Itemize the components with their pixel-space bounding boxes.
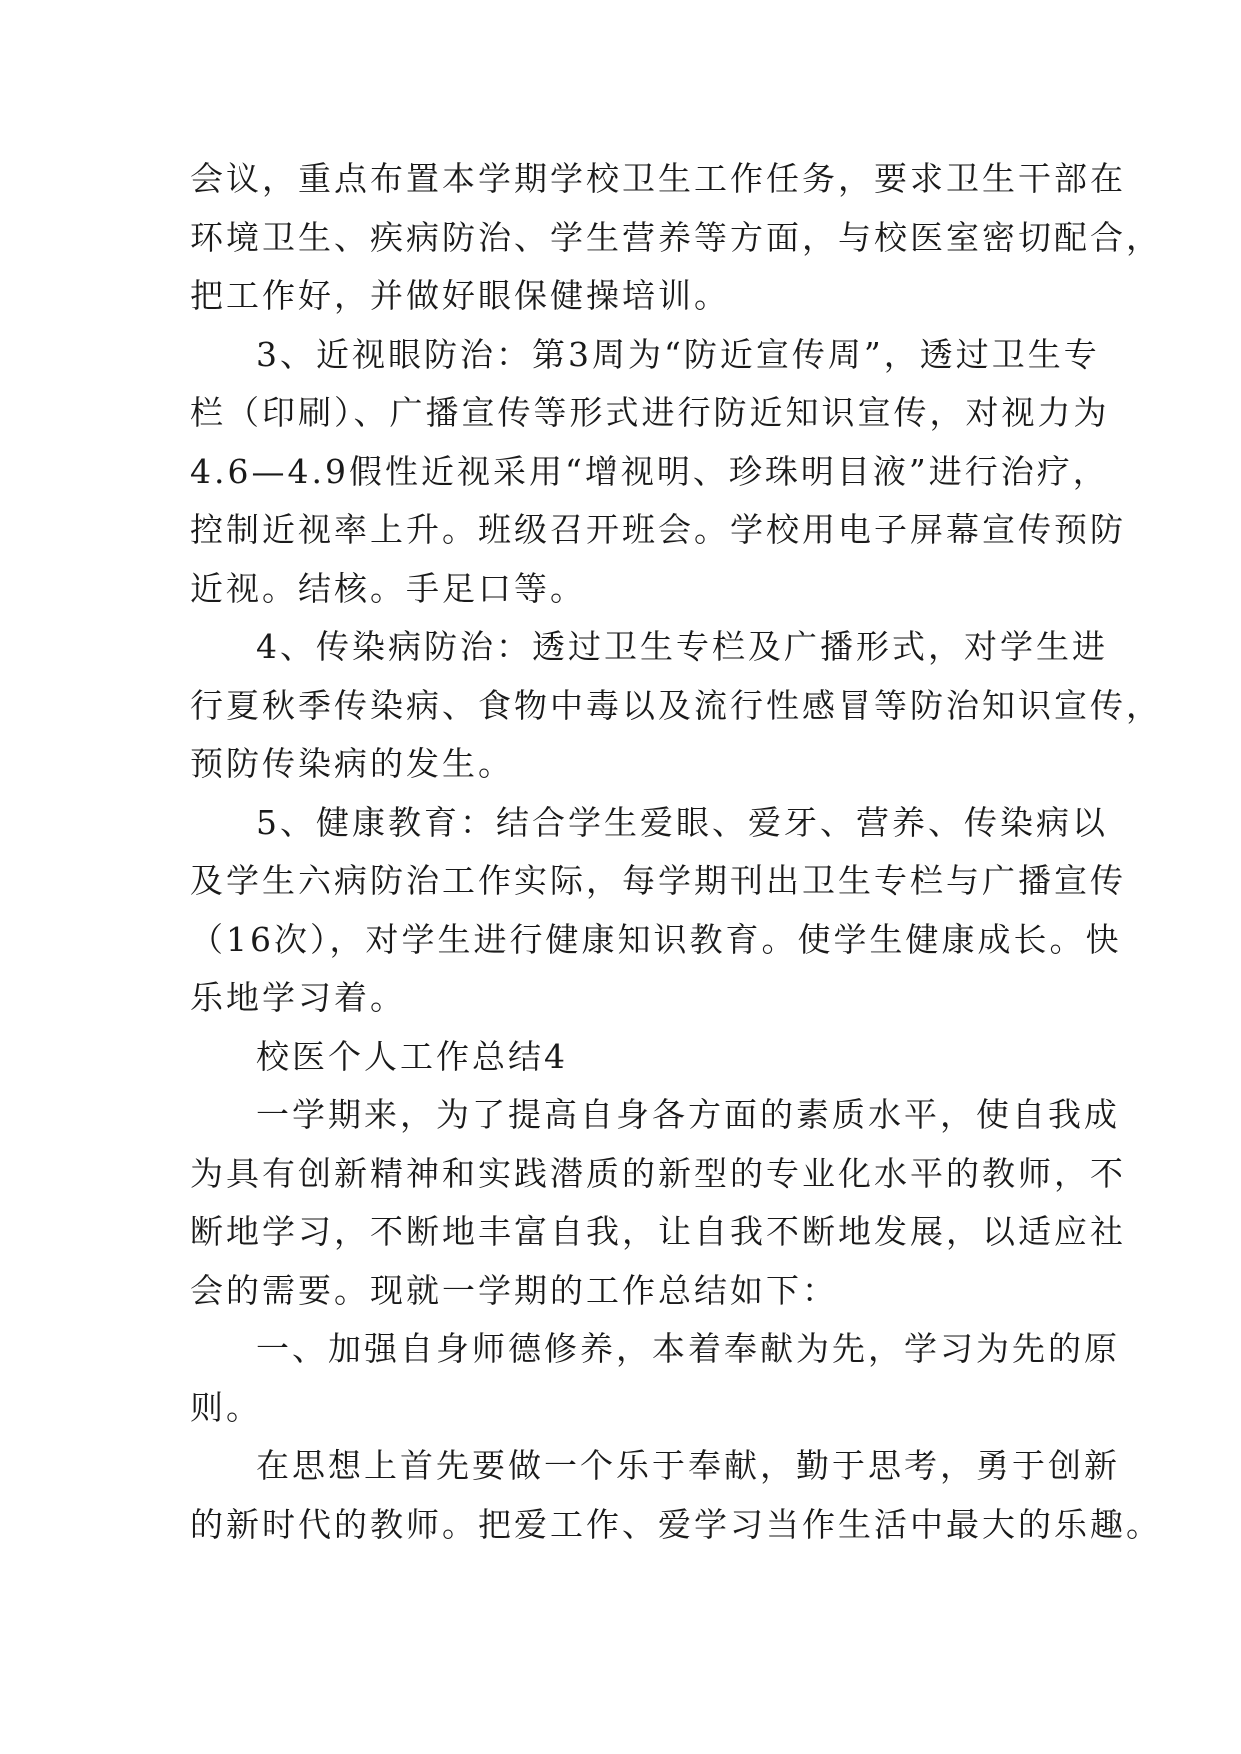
section-heading: 校医个人工作总结4 — [256, 1036, 568, 1076]
text-line: 环境卫生、疾病防治、学生营养等方面，与校医室密切配合， — [190, 217, 1162, 257]
text-line: 预防传染病的发生。 — [190, 744, 514, 783]
text-line: 近视。结核。手足口等。 — [190, 568, 586, 608]
text-line: 栏（印刷）、广播宣传等形式进行防近知识宣传，对视力为 — [190, 393, 1110, 432]
text-line: 则。 — [190, 1387, 262, 1427]
text-line: 乐地学习着。 — [190, 978, 406, 1017]
text-line: 行夏秋季传染病、食物中毒以及流行性感冒等防治知识宣传， — [190, 685, 1162, 725]
text-line: 的新时代的教师。把爱工作、爱学习当作生活中最大的乐趣。 — [190, 1504, 1162, 1544]
text-line: 4、传染病防治：透过卫生专栏及广播形式，对学生进 — [256, 627, 1108, 666]
text-line: 3、近视眼防治：第3周为“防近宣传周”，透过卫生专 — [256, 334, 1100, 374]
text-line: 4.6—4.9假性近视采用“增视明、珍珠明目液”进行治疗， — [190, 451, 1109, 491]
text-line: （16次），对学生进行健康知识教育。使学生健康成长。快 — [190, 919, 1122, 959]
document-body — [190, 150, 1162, 1554]
text-line: 把工作好，并做好眼保健操培训。 — [190, 276, 730, 315]
text-line: 一、加强自身师德修养，本着奉献为先，学习为先的原 — [256, 1329, 1120, 1368]
text-line: 一学期来，为了提高自身各方面的素质水平，使自我成 — [256, 1095, 1120, 1134]
text-line: 5、健康教育：结合学生爱眼、爱牙、营养、传染病以 — [256, 802, 1108, 842]
text-line: 会议，重点布置本学期学校卫生工作任务，要求卫生干部在 — [190, 159, 1126, 198]
text-line: 在思想上首先要做一个乐于奉献，勤于思考，勇于创新 — [256, 1446, 1120, 1485]
text-line: 控制近视率上升。班级召开班会。学校用电子屏幕宣传预防 — [190, 510, 1126, 549]
text-line: 为具有创新精神和实践潜质的新型的专业化水平的教师，不 — [190, 1153, 1126, 1193]
text-line: 会的需要。现就一学期的工作总结如下： — [190, 1270, 838, 1310]
text-line: 及学生六病防治工作实际，每学期刊出卫生专栏与广播宣传 — [190, 861, 1126, 900]
text-line: 断地学习，不断地丰富自我，让自我不断地发展，以适应社 — [190, 1212, 1126, 1251]
